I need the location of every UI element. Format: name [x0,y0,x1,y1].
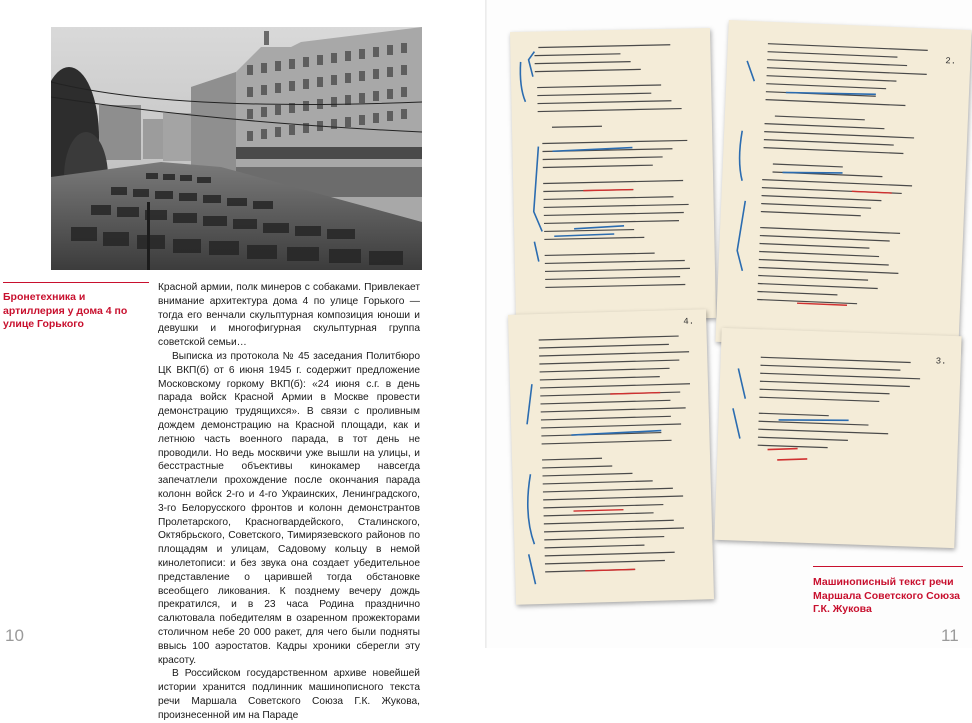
caption-rule [813,566,963,567]
typescript-sheet-1 [510,28,716,322]
page-number-left: 10 [5,626,24,645]
typescript-sheet-2 [715,20,971,352]
svg-text:2.: 2. [945,56,957,67]
photo-caption: Бронетехника и артиллерия у дома 4 по улице Горького [3,291,128,330]
paragraph: Выписка из протокола № 45 заседания Политбюро ЦК ВКП(б) от 6 июня 1945 г. содержит предложение Московскому горкому ВКП(б): «24 июня с.г. в день парада войск Красной Армии в Москве провести демонстрацию трудящихся». В связи с проливным дождем демонстрацию на Красной площади, как и летнюю часть военного парада, в тот день не проводили. Но ведь москвичи уже вышли на улицы, и бесстрастные объективы кинокамер навсегда запечатлели прохождение после окончания парада колонн войск 2-го и 4-го Украинских, Ленинградского, 3-го Белорусского фронтов и колонн демонстрантов Пролетарского, Красногвардейского, Сталинского, Октябрьского, Советского, Тимирязевского районов по площадям и улицам, Садовому кольцу в немой кинолетописи: и без звука она создает убедительное представление о царившей тогда обстановке всеобщего ликования. К позднему вечеру дождь прекратился, и в 23 часа Родина празднично салютовала победителям в озаренном прожекторами столичном небе 20 000 ракет, для чего были подняты ввысь 100 аэростатов. Кадры хроники сберегли эту красоту. [158,350,420,666]
paragraph: В Российском государственном архиве новейшей истории хранится подлинник машинописного текста речи Маршала Советского Союза Г.К. Жукова, произнесенной им на Параде [158,668,420,721]
page-number-right: 11 [941,626,959,645]
parade-street-photo [51,27,422,270]
document-caption: Машинописный текст речи Маршала Советского Союза Г.К. Жукова [813,576,960,615]
typescript-sheet-3 [508,309,714,604]
typescript-sheet-4 [714,328,961,548]
book-spine [485,0,487,648]
paragraph: Красной армии, полк минеров с собаками. Привлекает внимание архитектура дома 4 по улице Горького — тогда его венчали скульптурная композиция юноши и девушки и многофигурная скульптурная группа советской семьи… [158,282,420,349]
article-body [158,281,420,723]
caption-rule [3,282,149,283]
svg-text:3.: 3. [935,356,947,367]
svg-text:4.: 4. [683,316,695,327]
